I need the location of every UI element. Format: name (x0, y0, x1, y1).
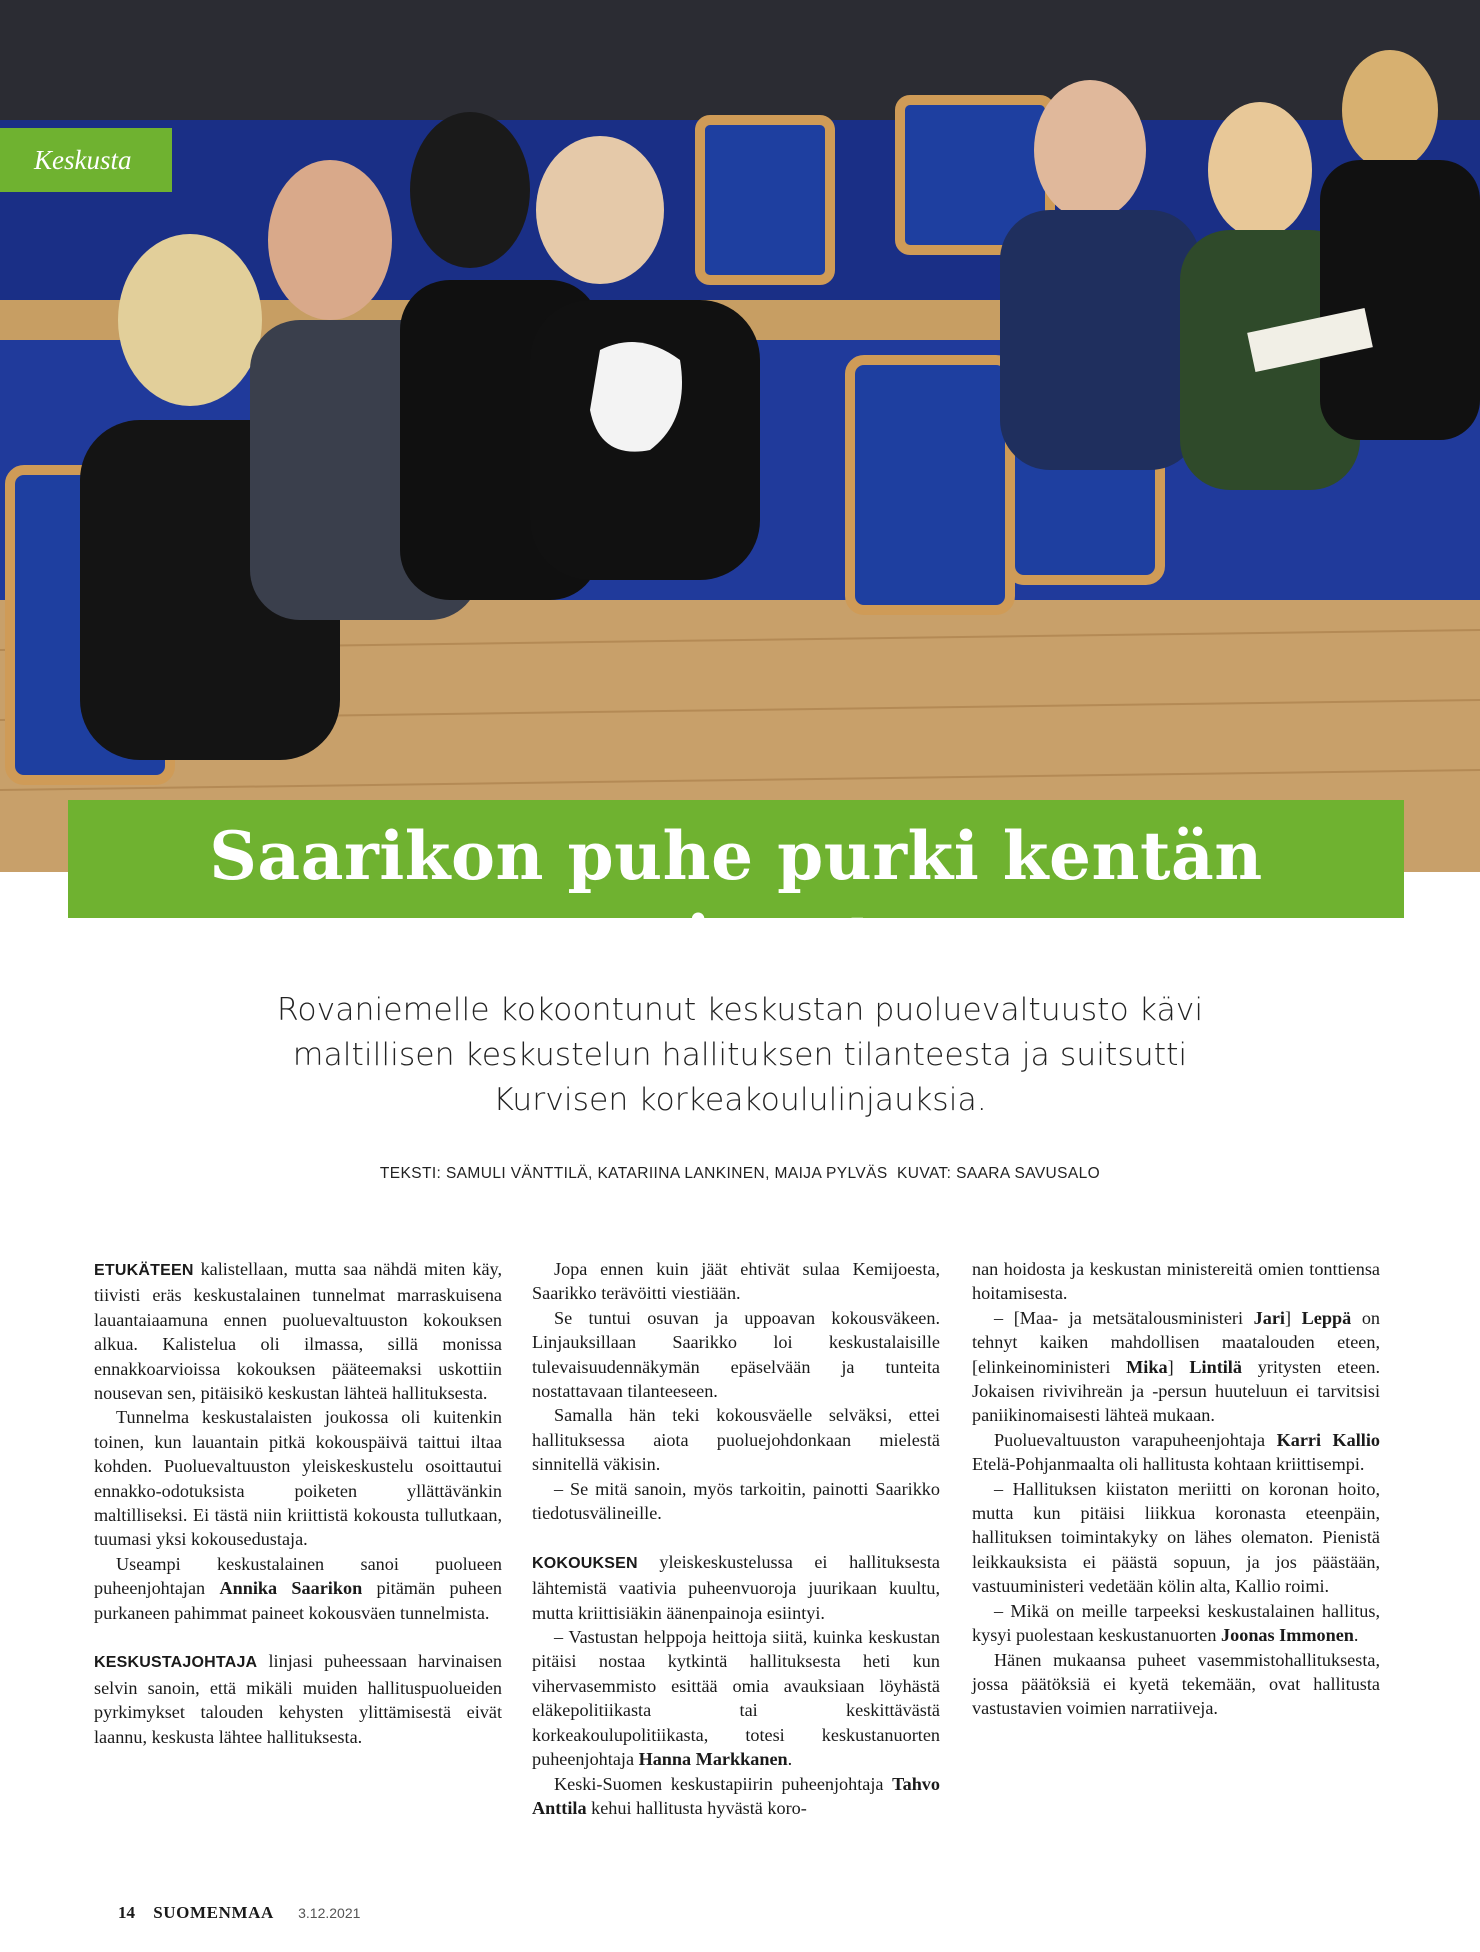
paragraph-text: . (787, 1749, 793, 1770)
hero-photo (0, 0, 1480, 872)
paragraph: – Se mitä sanoin, myös tarkoitin, painotti Saarikko tiedotusvälineille. (532, 1478, 940, 1524)
paragraph-text: Etelä-Pohjanmaalta oli hallitusta kohtaan kriittisempi. (972, 1454, 1365, 1475)
issue-date: 3.12.2021 (298, 1905, 361, 1921)
paragraph (532, 1772, 940, 1821)
paragraph-text: Keski-Suomen keskustapiirin puheenjohtaja (554, 1773, 893, 1794)
person-name: Annika Saarikon (219, 1578, 363, 1599)
article-column-2 (532, 1257, 940, 1820)
person-name: Mika (1126, 1356, 1168, 1377)
page-footer (118, 1903, 360, 1923)
article-column-3 (972, 1257, 1380, 1721)
paragraph (532, 1550, 940, 1625)
person-name: Lintilä (1189, 1356, 1242, 1377)
paragraph (972, 1599, 1380, 1648)
paragraph: Samalla hän teki kokousväelle selväksi, ettei hallituksessa aiota puoluejohdonkaan mielestä sinnitellä väkisin. (532, 1405, 940, 1475)
paragraph (94, 1552, 502, 1625)
person-name: Karri Kallio (1276, 1429, 1380, 1450)
paragraph (972, 1306, 1380, 1428)
paragraph-text: Useampi keskustalainen sanoi puolueen puheenjohtajan (94, 1553, 502, 1599)
page-number: 14 (118, 1903, 135, 1922)
paragraph-text: pitämän puheen purkaneen pahimmat paineet kokousväen tunnelmista. (94, 1578, 502, 1623)
paragraph-text: on tehnyt kaiken mahdollisen maatalouden eteen, [elinkeinoministeri (972, 1307, 1381, 1377)
paragraph-text: – Mikä on meille tarpeeksi keskustalainen hallitus, kysyi puolestaan keskustanuorten (972, 1600, 1380, 1646)
paragraph: Hänen mukaansa puheet vasemmistohallituksesta, jossa päätöksiä ei kyetä tekemään, ovat hallitusta vastustavien voimien narratiiveja. (972, 1649, 1380, 1719)
credits-text: TEKSTI: SAMULI VÄNTTILÄ, KATARIINA LANKINEN, MAIJA PYLVÄS KUVAT: SAARA SAVUSALO (379, 1165, 1101, 1182)
article-column-1 (94, 1257, 502, 1749)
paragraph-text: ] (1284, 1307, 1302, 1328)
hero-photo-illustration (0, 0, 1480, 872)
person-name: Jari (1253, 1307, 1285, 1328)
person-name: Hanna Markkanen (638, 1749, 788, 1770)
paragraph-text: Puoluevaltuuston varapuheenjohtaja (994, 1429, 1277, 1450)
section-tag: Keskusta (0, 128, 172, 192)
paragraph: Se tuntui osuvan ja uppoavan kokousväkeen. Linjauksillaan Saarikko loi keskustalaisille tulevaisuudennäkymän epäselvään ja tunteita nostattavaan tilanteeseen. (532, 1307, 940, 1402)
paragraph (972, 1428, 1380, 1477)
person-name: Tahvo Anttila (532, 1773, 940, 1818)
paragraph (94, 1649, 502, 1749)
paragraph: Tunnelma keskustalaisten joukossa oli kuitenkin toinen, kun lauantain pitkä kokouspäivä taittui iltaa kohden. Puoluevaltuuston yleiskeskustelu osoittautui ennakko-odotuksista poiketen yllättävänkin maltilliseksi. Ei tästä niin kriittistä kokousta tullutkaan, tuumasi yksi kokousedustaja. (94, 1407, 502, 1550)
paragraph: – Hallituksen kiistaton meriitti on koronan hoito, mutta kun pitäisi liikkua koronasta eteenpäin, hallituksen toimintakyky on lähes olematon. Pienistä leikkauksista ei päästä sopuun, ja jos päästään, vastuuministeri vedetään kölin alta, Kallio roimi. (972, 1478, 1380, 1597)
lead-paragraph: Rovaniemelle kokoontunut keskustan puoluevaltuusto kävi maltillisen keskustelun hallituksen tilanteesta ja suitsutti Kurvisen korkeakoululinjauksia. (276, 992, 1204, 1118)
kicker: ETUKÄTEEN (94, 1262, 194, 1279)
paragraph-text: kehui hallitusta hyvästä koro- (586, 1797, 807, 1818)
kicker: KOKOUKSEN (532, 1554, 638, 1572)
paragraph: nan hoidosta ja keskustan ministereitä omien tonttiensa hoitamisesta. (972, 1259, 1380, 1304)
paragraph-text: ] (1167, 1356, 1190, 1377)
paragraph (532, 1625, 940, 1771)
paragraph-text: kalistellaan, mutta saa nähdä miten käy, tiivisti eräs keskustalainen tunnelmat marraskuisena lauantaiaamuna ennen puoluevaltuuston kokouksen alkua. Kalistelua oli ilmassa, sillä monissa ennakkoarvioissa kokouksen pääteemaksi uskottiin nousevan sen, pitäisikö keskustan lähteä hallituksesta. (94, 1259, 502, 1404)
paragraph-text: – Vastustan helppoja heittoja siitä, kuinka keskustan pitäisi nostaa kytkintä hallituksesta heti kun vihervasemmisto esittää omia avauksiaan löyhästä eläkepolitiikasta tai keskittävästä korkeakoulupolitiikasta, totesi keskustanuorten puheenjohtaja (532, 1627, 940, 1770)
credits-line (0, 1165, 1480, 1183)
person-name: Leppä (1301, 1307, 1352, 1328)
paragraph: Jopa ennen kuin jäät ehtivät sulaa Kemijoesta, Saarikko terävöitti viestiään. (532, 1259, 940, 1304)
headline: Saarikon puhe purki kentän paineet (209, 817, 1263, 979)
kicker: KESKUSTAJOHTAJA (94, 1654, 258, 1672)
magazine-name: SUOMENMAA (153, 1903, 274, 1922)
paragraph (94, 1257, 502, 1405)
person-name: Joonas Immonen (1221, 1625, 1354, 1646)
headline-band (68, 800, 1404, 979)
paragraph-text: linjasi puheessaan harvinaisen selvin sanoin, että mikäli muiden hallituspuolueiden pyrkimykset talouden kehysten ylittämisestä eivät laannu, keskusta lähtee hallituksesta. (94, 1651, 502, 1747)
paragraph-text: yritysten eteen. Jokaisen rivivihreän ja -persun huuteluun ei tarvitsisi paniikinomaisesti lähteä mukaan. (972, 1356, 1380, 1426)
paragraph-text: yleiskeskustelussa ei hallituksesta lähtemistä vaativia puheenvuoroja juurikaan kuultu, mutta kriittisiäkin äänenpainoja esiintyi. (532, 1551, 940, 1623)
paragraph-text: . (1353, 1625, 1359, 1646)
paragraph-text: – [Maa- ja metsätalousministeri (994, 1307, 1254, 1328)
